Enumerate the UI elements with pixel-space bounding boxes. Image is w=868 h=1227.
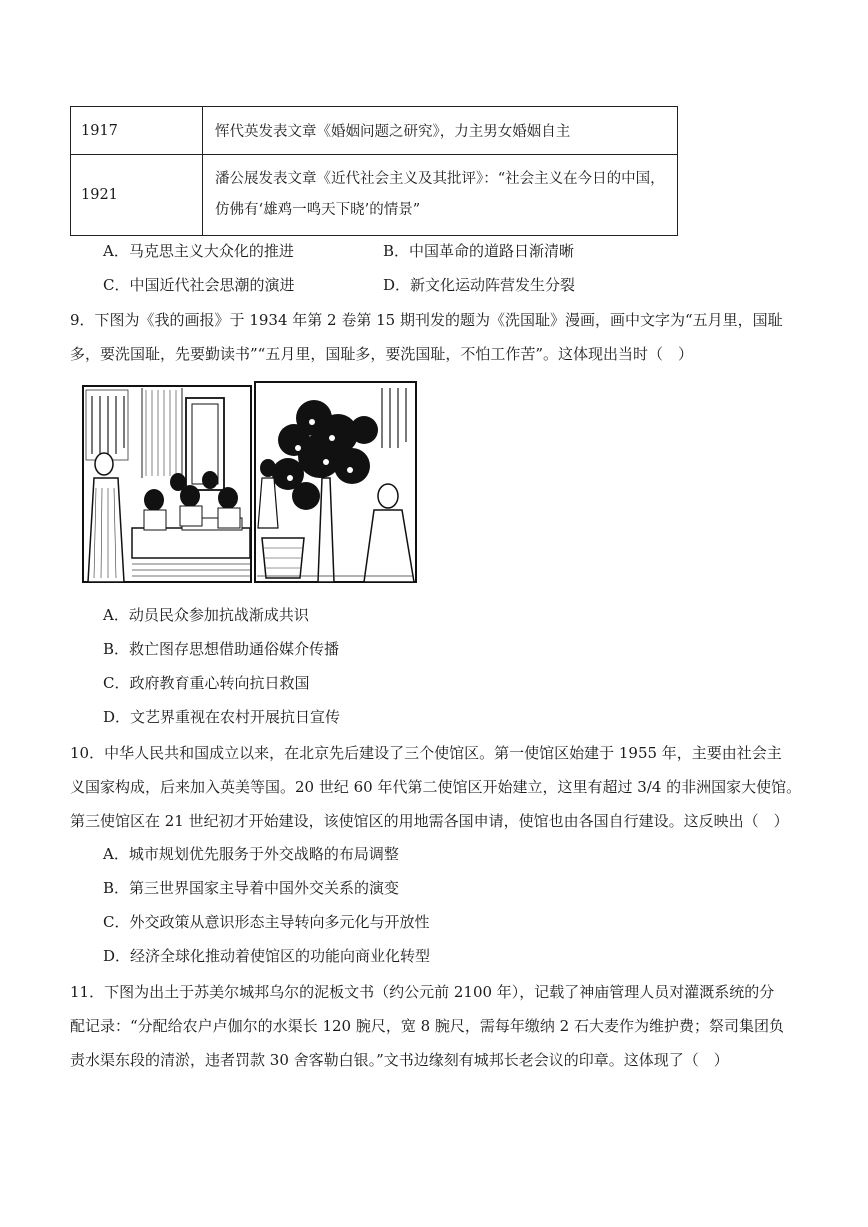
table-cell-text <box>203 155 678 236</box>
q8-option-b[interactable]: B．中国革命的道路日渐清晰 <box>383 242 575 260</box>
q9-option-d[interactable]: D．文艺界重视在农村开展抗日宣传 <box>103 708 341 726</box>
q10-option-a[interactable]: A．城市规划优先服务于外交战略的布局调整 <box>103 845 399 863</box>
q11-stem-line: 配记录：“分配给农户卢伽尔的水渠长 120 腕尺，宽 8 腕尺，需每年缴纳 2 石大麦作为维护费；祭司集团负 <box>70 1017 784 1035</box>
comic-panel-farm <box>255 382 416 582</box>
table-cell-year: 1921 <box>71 155 203 236</box>
q10-stem-line: 第三使馆区在 21 世纪初才开始建设，该使馆区的用地需各国申请，使馆也由各国自行建设。这反映出（ ） <box>70 812 789 830</box>
table-cell-line: 潘公展发表文章《近代社会主义及其批评》：“社会主义在今日的中国， <box>215 171 665 187</box>
q10-option-d[interactable]: D．经济全球化推动着使馆区的功能向商业化转型 <box>103 947 431 965</box>
q9-option-c[interactable]: C．政府教育重心转向抗日救国 <box>103 674 310 692</box>
table-cell-text <box>203 107 678 155</box>
table-row <box>71 155 678 236</box>
q9-stem-line: 9．下图为《我的画报》于 1934 年第 2 卷第 15 期刊发的题为《洗国耻》漫画，画中文字为“五月里，国耻 <box>70 311 783 329</box>
q8-option-d[interactable]: D．新文化运动阵营发生分裂 <box>383 276 576 294</box>
q10-option-c[interactable]: C．外交政策从意识形态主导转向多元化与开放性 <box>103 913 430 931</box>
table-cell-year: 1917 <box>71 107 203 155</box>
q10-stem-line: 10．中华人民共和国成立以来，在北京先后建设了三个使馆区。第一使馆区始建于 1955 年，主要由社会主 <box>70 744 782 762</box>
table-cell-line: 恽代英发表文章《婚姻问题之研究》，力主男女婚姻自主 <box>215 124 571 140</box>
comic-illustration <box>82 378 418 584</box>
q11-stem-line: 11．下图为出土于苏美尔城邦乌尔的泥板文书（约公元前 2100 年），记载了神庙管理人员对灌溉系统的分 <box>70 983 775 1001</box>
history-events-table <box>70 106 678 236</box>
table-cell-line: 仿佛有‘雄鸡一鸣天下晓’的情景” <box>215 202 421 218</box>
q10-stem-line: 义国家构成，后来加入英美等国。20 世纪 60 年代第二使馆区开始建立，这里有超过 3/4 的非洲国家大使馆。 <box>70 778 802 796</box>
q10-option-b[interactable]: B．第三世界国家主导着中国外交关系的演变 <box>103 879 400 897</box>
q9-option-b[interactable]: B．救亡图存思想借助通俗媒介传播 <box>103 640 340 658</box>
q9-option-a[interactable]: A．动员民众参加抗战渐成共识 <box>103 606 309 624</box>
q11-stem-line: 责水渠东段的清淤，违者罚款 30 舍客勒白银。”文书边缘刻有城邦长老会议的印章。这体现了（ ） <box>70 1051 729 1069</box>
q8-option-a[interactable]: A．马克思主义大众化的推进 <box>103 242 294 260</box>
q9-stem-line: 多，要洗国耻，先要勤读书”“五月里，国耻多，要洗国耻，不怕工作苦”。这体现出当时（ ） <box>70 345 694 363</box>
table-row <box>71 107 678 155</box>
q8-option-c[interactable]: C．中国近代社会思潮的演进 <box>103 276 295 294</box>
comic-panel-classroom <box>83 386 251 582</box>
